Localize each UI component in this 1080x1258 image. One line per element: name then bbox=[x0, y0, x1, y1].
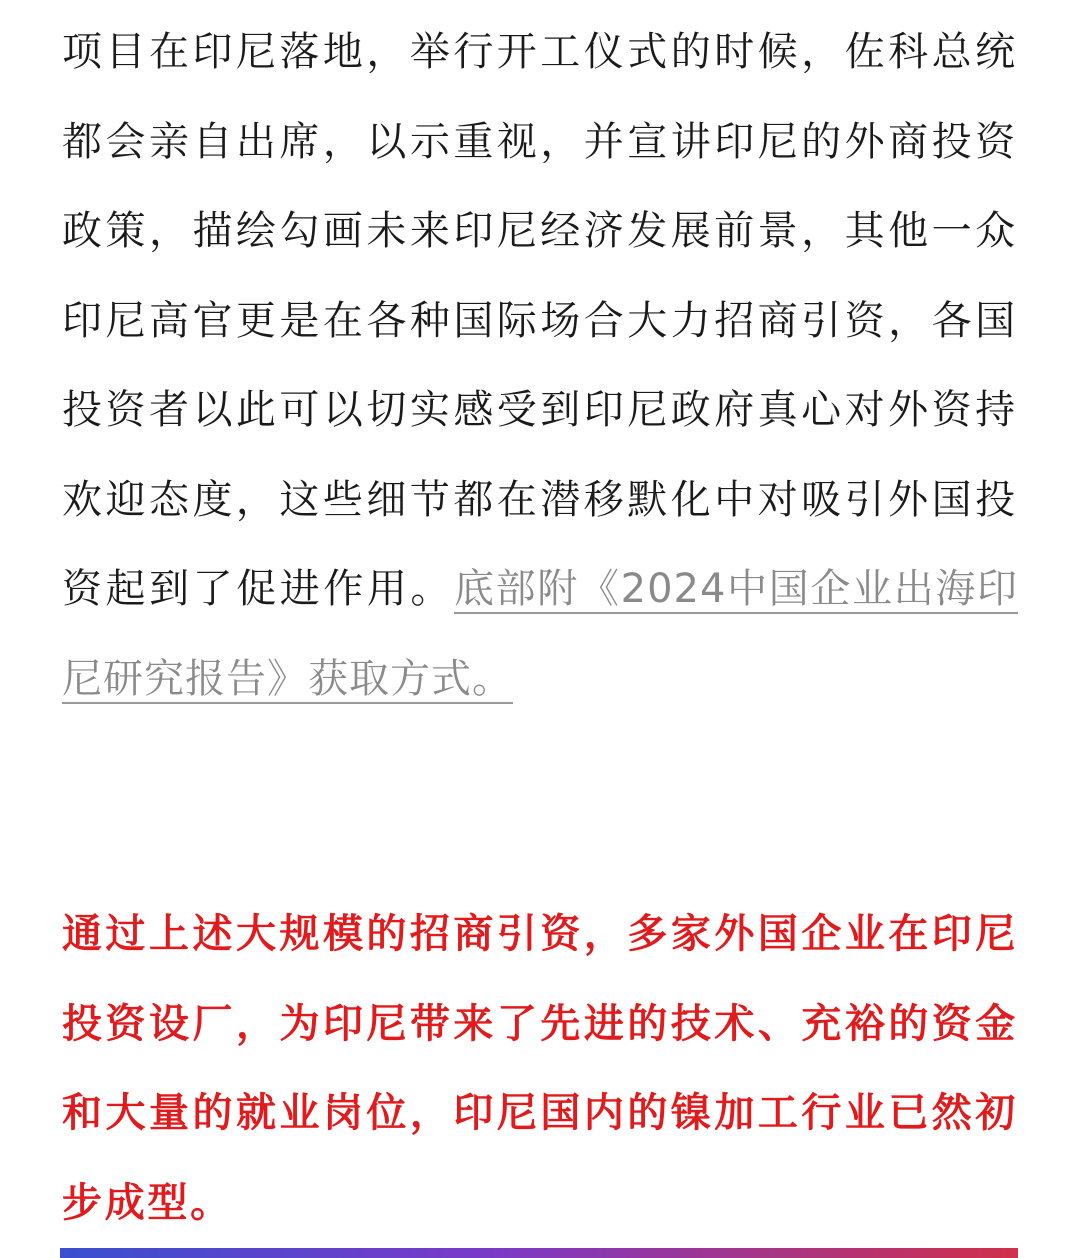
article-body bbox=[62, 0, 1018, 1226]
body-paragraph bbox=[62, 0, 1018, 724]
body-paragraph-text: 项目在印尼落地，举行开工仪式的时候，佐科总统都会亲自出席，以示重视，并宣讲印尼的外商投资政策，描绘勾画未来印尼经济发展前景，其他一众印尼高官更是在各种国际场合大力招商引资，各国投资者以此可以切实感受到印尼政府真心对外资持欢迎态度，这些细节都在潜移默化中对吸引外国投资起到了促进作用。 bbox=[62, 29, 1018, 612]
report-download-link[interactable]: 底部附《2024中国企业出海印尼研究报告》获取方式。 bbox=[62, 566, 1018, 702]
bottom-banner-strip bbox=[60, 1248, 1018, 1258]
highlight-paragraph: 通过上述大规模的招商引资，多家外国企业在印尼投资设厂，为印尼带来了先进的技术、充裕的资金和大量的就业岗位，印尼国内的镍加工行业已然初步成型。 bbox=[62, 911, 1018, 1226]
